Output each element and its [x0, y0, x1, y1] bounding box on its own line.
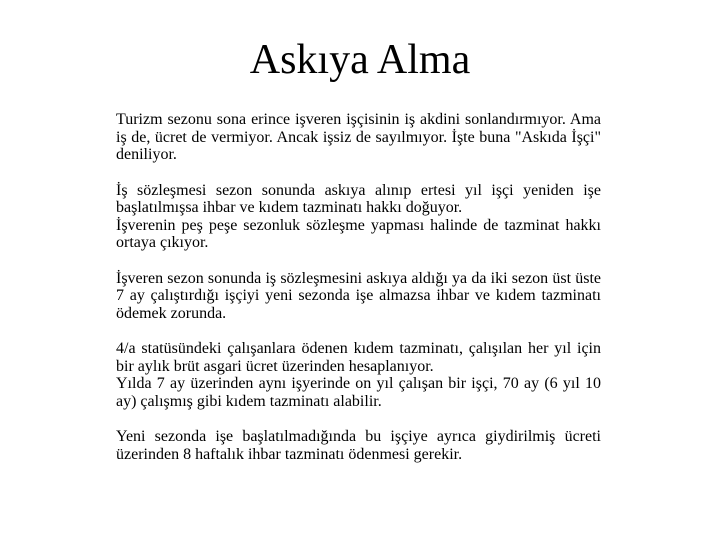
paragraph-ihbar-kidem-hakki: İş sözleşmesi sezon sonunda askıya alınıp ertesi yıl işçi yeniden işe başlatılmışsa ihbar ve kıdem tazminatı hakkı doğuyor. — [116, 181, 601, 216]
slide-body — [116, 111, 601, 463]
paragraph-kidem-hesaplama: 4/a statüsündeki çalışanlara ödenen kıdem tazminatı, çalışılan her yıl için bir aylık brüt asgari ücret üzerinden hesaplanıyor. — [116, 340, 601, 375]
paragraph-ornek-hesap: Yılda 7 ay üzerinden aynı işyerinde on yıl çalışan bir işçi, 70 ay (6 yıl 10 ay) çalışmış gibi kıdem tazminatı alabilir. — [116, 375, 601, 410]
paragraph-ise-almama: İşveren sezon sonunda iş sözleşmesini askıya aldığı ya da iki sezon üst üste 7 ay çalıştırdığı işçiyi yeni sezonda işe almazsa ihbar ve kıdem tazminatı ödemek zorunda. — [116, 269, 601, 322]
slide-title: Askıya Alma — [249, 37, 471, 83]
paragraph-pes-pese-sozlesme: İşverenin peş peşe sezonluk sözleşme yapması halinde de tazminat hakkı ortaya çıkıyor. — [116, 216, 601, 251]
paragraph-askida-isci: Turizm sezonu sona erince işveren işçisinin iş akdini sonlandırmıyor. Ama iş de, ücret de vermiyor. Ancak işsiz de sayılmıyor. İşte buna "Askıda İşçi" deniliyor. — [116, 111, 601, 163]
paragraph-ihbar-tazminati: Yeni sezonda işe başlatılmadığında bu işçiye ayrıca giydirilmiş ücreti üzerinden 8 haftalık ihbar tazminatı ödenmesi gerekir. — [116, 428, 601, 463]
